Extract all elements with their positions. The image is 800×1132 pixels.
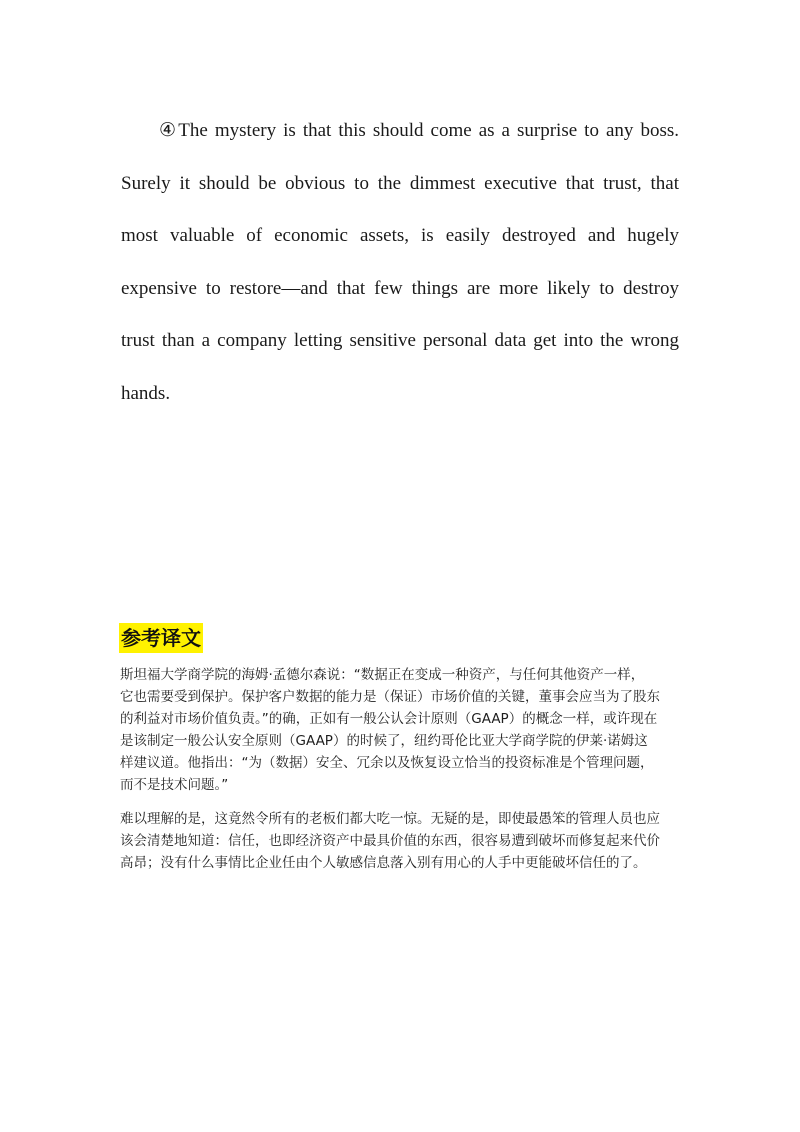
english-line: Surely it should be obvious to the dimmest executive that trust, that [121, 172, 679, 194]
chinese-line: 高昂；没有什么事情比企业任由个人敏感信息落入别有用心的人手中更能破坏信任的了。 [120, 855, 647, 871]
chinese-paragraph-2 [120, 808, 680, 874]
chinese-line: 它也需要受到保护。保护客户数据的能力是（保证）市场价值的关键，董事会应当为了股东 [120, 689, 660, 705]
chinese-line: 样建议道。他指出：“为（数据）安全、冗余以及恢复设立恰当的投资标准是个管理问题， [120, 755, 654, 771]
english-line: expensive to restore—and that few things are more likely to destroy [121, 277, 679, 299]
english-line: trust than a company letting sensitive personal data get into the wrong [121, 330, 679, 351]
english-paragraph [121, 105, 679, 420]
chinese-paragraph-1 [120, 664, 680, 796]
chinese-line: 的利益对市场价值负责。”的确，正如有一般公认会计原则（GAAP）的概念一样，或许现在 [120, 711, 658, 727]
chinese-line: 该会清楚地知道：信任，也即经济资产中最具价值的东西，很容易遭到破坏而修复起来代价 [120, 833, 660, 849]
english-line: hands. [121, 382, 171, 404]
english-line: ④The mystery is that this should come as a surprise to any boss. [159, 120, 679, 141]
chinese-line: 而不是技术问题。” [120, 777, 229, 793]
reference-translation-heading: 参考译文 [119, 623, 203, 653]
chinese-line: 难以理解的是，这竟然令所有的老板们都大吃一惊。无疑的是，即使最愚笨的管理人员也应 [120, 811, 660, 827]
english-line: most valuable of economic assets, is easily destroyed and hugely [121, 225, 679, 246]
chinese-line: 是该制定一般公认安全原则（GAAP）的时候了，纽约哥伦比亚大学商学院的伊莱·诺姆这 [120, 733, 648, 749]
chinese-line: 斯坦福大学商学院的海姆·孟德尔森说：“数据正在变成一种资产，与任何其他资产一样， [120, 667, 645, 683]
